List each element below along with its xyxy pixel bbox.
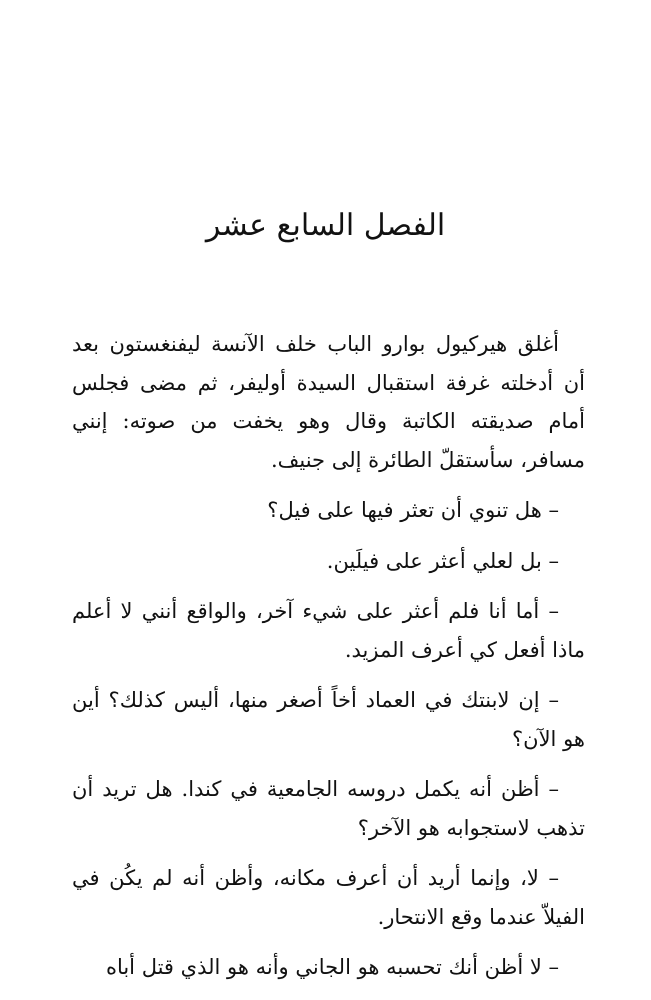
chapter-body: [72, 325, 585, 999]
paragraph-3: – بل لعلي أعثر على فيلَين.: [326, 548, 559, 573]
paragraph-1: أغلق هيركيول بوارو الباب خلف الآنسة ليفنغستون بعد أن أدخلته غرفة استقبال السيدة أوليفر، ثم مضى فجلس أمام صديقته الكاتبة وقال وهو يخفت من صوته: إنني مسافر، سأستقلّ الطائرة إلى جنيف.: [72, 332, 585, 472]
paragraph-4: – أما أنا فلم أعثر على شيء آخر، والواقع أنني لا أعلم ماذا أفعل كي أعرف المزيد.: [72, 599, 585, 662]
chapter-title: الفصل السابع عشر: [205, 208, 446, 243]
paragraph-6: – أظن أنه يكمل دروسه الجامعية في كندا. هل تريد أن تذهب لاستجوابه هو الآخر؟: [72, 777, 585, 840]
paragraph-2: – هل تنوي أن تعثر فيها على فيل؟: [267, 498, 559, 522]
paragraph-8: – لا أظن أنك تحسبه هو الجاني وأنه هو الذي قتل أباه: [105, 955, 559, 979]
paragraph-7: – لا، وإنما أريد أن أعرف مكانه، وأظن أنه لم يكُن في الفيلاّ عندما وقع الانتحار.: [72, 866, 585, 929]
paragraph-5: – إن لابنتك في العماد أخاً أصغر منها، أليس كذلك؟ أين هو الآن؟: [72, 688, 585, 751]
